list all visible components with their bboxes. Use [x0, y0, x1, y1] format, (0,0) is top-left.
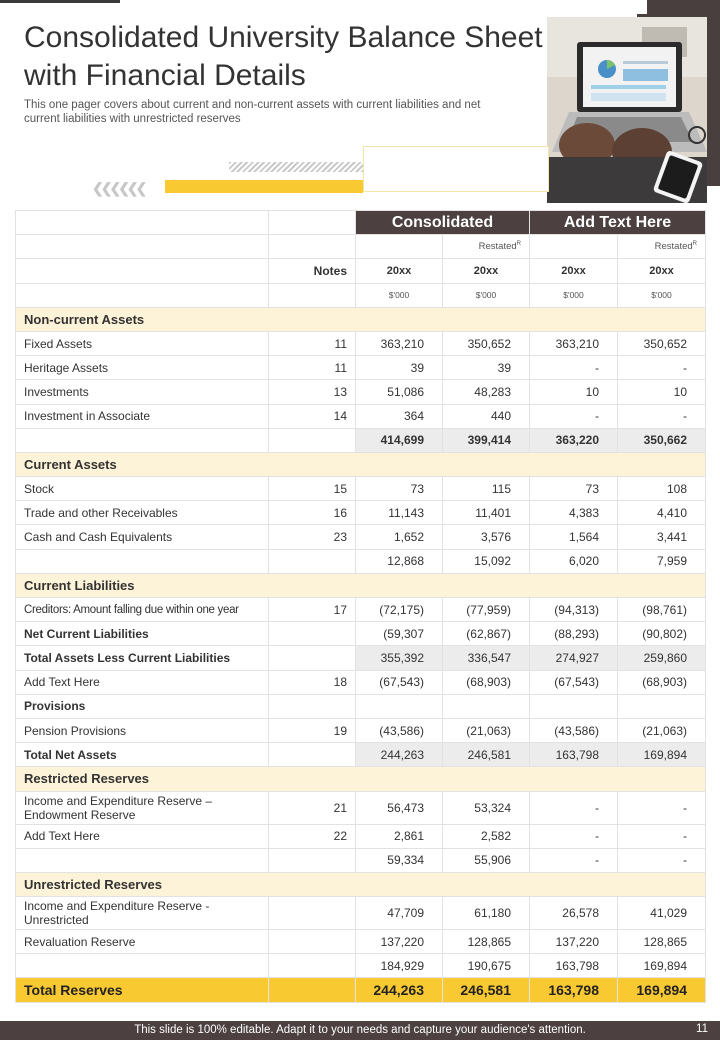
value-cell: 169,894	[618, 743, 706, 767]
value-cell: 169,894	[618, 978, 706, 1002]
value-cell	[530, 694, 618, 718]
value-cell: 169,894	[618, 954, 706, 978]
table-row	[16, 897, 706, 930]
row-label: Heritage Assets	[16, 356, 269, 380]
value-cell: 363,220	[530, 428, 618, 452]
add-text-header: Add Text Here	[530, 211, 706, 235]
table-row	[16, 694, 706, 718]
row-label: Provisions	[16, 694, 269, 718]
table-row	[16, 622, 706, 646]
footer-text: This slide is 100% editable. Adapt it to your needs and capture your audience's attention.	[134, 1024, 586, 1036]
table-row	[16, 954, 706, 978]
row-note	[269, 549, 356, 573]
year-header: 20xx	[443, 259, 530, 283]
value-cell: 128,865	[618, 930, 706, 954]
section-header-row	[16, 573, 706, 597]
restated-text: Restated	[654, 241, 693, 253]
value-cell	[443, 694, 530, 718]
value-cell: 128,865	[443, 930, 530, 954]
row-note	[269, 954, 356, 978]
value-cell: 51,086	[356, 380, 443, 404]
value-cell: 440	[443, 404, 530, 428]
value-cell: 115	[443, 477, 530, 501]
row-note: 17	[269, 598, 356, 622]
section-header-row	[16, 767, 706, 791]
empty-cell	[16, 235, 269, 259]
row-label: Income and Expenditure Reserve – Endowment Reserve	[16, 791, 269, 824]
row-note: 11	[269, 331, 356, 355]
row-label: Income and Expenditure Reserve - Unrestricted	[16, 897, 269, 930]
value-cell: 59,334	[356, 848, 443, 872]
table-row	[16, 331, 706, 355]
section-title: Non-current Assets	[16, 307, 706, 331]
value-cell: -	[530, 356, 618, 380]
frame-decoration	[363, 146, 549, 192]
section-header-row	[16, 872, 706, 896]
value-cell: 55,906	[443, 848, 530, 872]
total-row	[16, 978, 706, 1002]
section-header-row	[16, 452, 706, 476]
value-cell: 12,868	[356, 549, 443, 573]
table-row	[16, 718, 706, 742]
value-cell: 3,576	[443, 525, 530, 549]
value-cell: 2,582	[443, 824, 530, 848]
value-cell: 259,860	[618, 646, 706, 670]
value-cell: 6,020	[530, 549, 618, 573]
unit-label: $'000	[618, 283, 706, 307]
empty-cell	[356, 235, 443, 259]
value-cell: -	[618, 404, 706, 428]
row-note: 23	[269, 525, 356, 549]
value-cell: 26,578	[530, 897, 618, 930]
value-cell: 244,263	[356, 978, 443, 1002]
row-label: Total Assets Less Current Liabilities	[16, 646, 269, 670]
value-cell: 336,547	[443, 646, 530, 670]
restated-sup: R	[692, 241, 697, 248]
laptop-illustration	[547, 17, 707, 203]
value-cell: 39	[356, 356, 443, 380]
section-title: Restricted Reserves	[16, 767, 706, 791]
value-cell: (94,313)	[530, 598, 618, 622]
value-cell: 355,392	[356, 646, 443, 670]
value-cell: 363,210	[356, 331, 443, 355]
value-cell: 137,220	[356, 930, 443, 954]
table-row	[16, 525, 706, 549]
table-row	[16, 356, 706, 380]
value-cell: 363,210	[530, 331, 618, 355]
value-cell: 350,662	[618, 428, 706, 452]
row-note: 14	[269, 404, 356, 428]
value-cell: -	[618, 848, 706, 872]
value-cell: 137,220	[530, 930, 618, 954]
unit-label: $'000	[443, 283, 530, 307]
notes-header: Notes	[269, 259, 356, 283]
empty-header-cell	[269, 211, 356, 235]
restated-label	[443, 235, 530, 259]
value-cell: 48,283	[443, 380, 530, 404]
restated-text: Restated	[478, 241, 517, 253]
value-cell	[356, 694, 443, 718]
value-cell: 163,798	[530, 954, 618, 978]
value-cell: 10	[618, 380, 706, 404]
table-row	[16, 743, 706, 767]
table-row	[16, 670, 706, 694]
row-note: 22	[269, 824, 356, 848]
row-label	[16, 428, 269, 452]
row-note	[269, 897, 356, 930]
table-row	[16, 380, 706, 404]
value-cell: (43,586)	[356, 718, 443, 742]
value-cell: -	[530, 404, 618, 428]
row-label: Investment in Associate	[16, 404, 269, 428]
row-label	[16, 549, 269, 573]
value-cell: (98,761)	[618, 598, 706, 622]
value-cell: 399,414	[443, 428, 530, 452]
value-cell: 190,675	[443, 954, 530, 978]
value-cell: 246,581	[443, 743, 530, 767]
table-row	[16, 791, 706, 824]
empty-cell	[530, 235, 618, 259]
row-note	[269, 978, 356, 1002]
value-cell: 56,473	[356, 791, 443, 824]
year-header: 20xx	[356, 259, 443, 283]
empty-cell	[269, 283, 356, 307]
yellow-accent-bar	[165, 180, 363, 193]
row-label: Stock	[16, 477, 269, 501]
empty-cell	[16, 259, 269, 283]
footer-bar	[0, 1021, 720, 1040]
table-row	[16, 848, 706, 872]
value-cell: 39	[443, 356, 530, 380]
empty-cell	[16, 283, 269, 307]
value-cell	[618, 694, 706, 718]
value-cell: (77,959)	[443, 598, 530, 622]
value-cell: 11,401	[443, 501, 530, 525]
value-cell: (21,063)	[618, 718, 706, 742]
balance-sheet-table	[15, 210, 706, 1003]
value-cell: 1,564	[530, 525, 618, 549]
value-cell: 163,798	[530, 743, 618, 767]
unit-label: $'000	[530, 283, 618, 307]
table-row	[16, 598, 706, 622]
row-label: Total Net Assets	[16, 743, 269, 767]
row-label	[16, 848, 269, 872]
restated-label	[618, 235, 706, 259]
year-header: 20xx	[618, 259, 706, 283]
unit-label: $'000	[356, 283, 443, 307]
row-note	[269, 646, 356, 670]
row-label: Cash and Cash Equivalents	[16, 525, 269, 549]
value-cell: -	[618, 791, 706, 824]
section-title: Unrestricted Reserves	[16, 872, 706, 896]
row-label	[16, 954, 269, 978]
section-title: Current Liabilities	[16, 573, 706, 597]
page-number: 11	[696, 1023, 708, 1035]
value-cell: (88,293)	[530, 622, 618, 646]
value-cell: 2,861	[356, 824, 443, 848]
row-note	[269, 743, 356, 767]
chevrons-icon: ❮❮❮❮❮❮	[92, 180, 145, 196]
row-label: Creditors: Amount falling due within one year	[16, 598, 269, 622]
value-cell: (68,903)	[618, 670, 706, 694]
row-note: 13	[269, 380, 356, 404]
value-cell: (67,543)	[356, 670, 443, 694]
restated-row	[16, 235, 706, 259]
empty-header-cell	[16, 211, 269, 235]
empty-cell	[269, 235, 356, 259]
row-note: 21	[269, 791, 356, 824]
value-cell: (59,307	[356, 622, 443, 646]
page-title: Consolidated University Balance Sheet with Financial Details	[24, 21, 543, 92]
consolidated-header: Consolidated	[356, 211, 530, 235]
value-cell: 274,927	[530, 646, 618, 670]
value-cell: 108	[618, 477, 706, 501]
hatch-decoration	[229, 162, 365, 172]
value-cell: 246,581	[443, 978, 530, 1002]
value-cell: 4,410	[618, 501, 706, 525]
section-title: Current Assets	[16, 452, 706, 476]
row-note: 16	[269, 501, 356, 525]
row-note	[269, 622, 356, 646]
value-cell: 244,263	[356, 743, 443, 767]
row-note	[269, 694, 356, 718]
row-label: Total Reserves	[16, 978, 269, 1002]
subtotal-row	[16, 428, 706, 452]
value-cell: -	[618, 356, 706, 380]
value-cell: 163,798	[530, 978, 618, 1002]
section-header-row	[16, 307, 706, 331]
laptop-photo-image	[547, 17, 707, 203]
row-label: Add Text Here	[16, 824, 269, 848]
table-row	[16, 477, 706, 501]
value-cell: 15,092	[443, 549, 530, 573]
value-cell: 364	[356, 404, 443, 428]
row-label: Net Current Liabilities	[16, 622, 269, 646]
value-cell: 61,180	[443, 897, 530, 930]
table-row	[16, 824, 706, 848]
row-label: Revaluation Reserve	[16, 930, 269, 954]
table-row	[16, 930, 706, 954]
value-cell: 47,709	[356, 897, 443, 930]
value-cell: 73	[530, 477, 618, 501]
corner-notch	[637, 0, 647, 14]
table-row	[16, 404, 706, 428]
year-row	[16, 259, 706, 283]
value-cell: 10	[530, 380, 618, 404]
value-cell: (43,586)	[530, 718, 618, 742]
value-cell: 3,441	[618, 525, 706, 549]
row-label: Trade and other Receivables	[16, 501, 269, 525]
row-note	[269, 848, 356, 872]
row-label: Fixed Assets	[16, 331, 269, 355]
value-cell: 184,929	[356, 954, 443, 978]
value-cell: (62,867)	[443, 622, 530, 646]
group-header-row	[16, 211, 706, 235]
row-label: Pension Provisions	[16, 718, 269, 742]
year-header: 20xx	[530, 259, 618, 283]
value-cell: -	[618, 824, 706, 848]
restated-sup: R	[516, 241, 521, 248]
value-cell: 414,699	[356, 428, 443, 452]
table-row	[16, 501, 706, 525]
value-cell: (68,903)	[443, 670, 530, 694]
row-note: 19	[269, 718, 356, 742]
value-cell: (67,543)	[530, 670, 618, 694]
table-row	[16, 646, 706, 670]
value-cell: -	[530, 791, 618, 824]
row-note: 11	[269, 356, 356, 380]
value-cell: 41,029	[618, 897, 706, 930]
value-cell: (72,175)	[356, 598, 443, 622]
value-cell: (90,802)	[618, 622, 706, 646]
value-cell: 73	[356, 477, 443, 501]
value-cell: -	[530, 848, 618, 872]
value-cell: 53,324	[443, 791, 530, 824]
value-cell: (21,063)	[443, 718, 530, 742]
value-cell: 350,652	[618, 331, 706, 355]
row-note: 15	[269, 477, 356, 501]
top-accent-line	[0, 0, 120, 3]
table-row	[16, 549, 706, 573]
value-cell: -	[530, 824, 618, 848]
row-note: 18	[269, 670, 356, 694]
row-note	[269, 428, 356, 452]
value-cell: 7,959	[618, 549, 706, 573]
row-label: Investments	[16, 380, 269, 404]
row-label: Add Text Here	[16, 670, 269, 694]
value-cell: 1,652	[356, 525, 443, 549]
row-note	[269, 930, 356, 954]
value-cell: 4,383	[530, 501, 618, 525]
unit-row	[16, 283, 706, 307]
value-cell: 11,143	[356, 501, 443, 525]
page-subtitle: This one pager covers about current and non-current assets with current liabilities and net current liabilities with unrestricted reserves	[24, 99, 481, 125]
value-cell: 350,652	[443, 331, 530, 355]
